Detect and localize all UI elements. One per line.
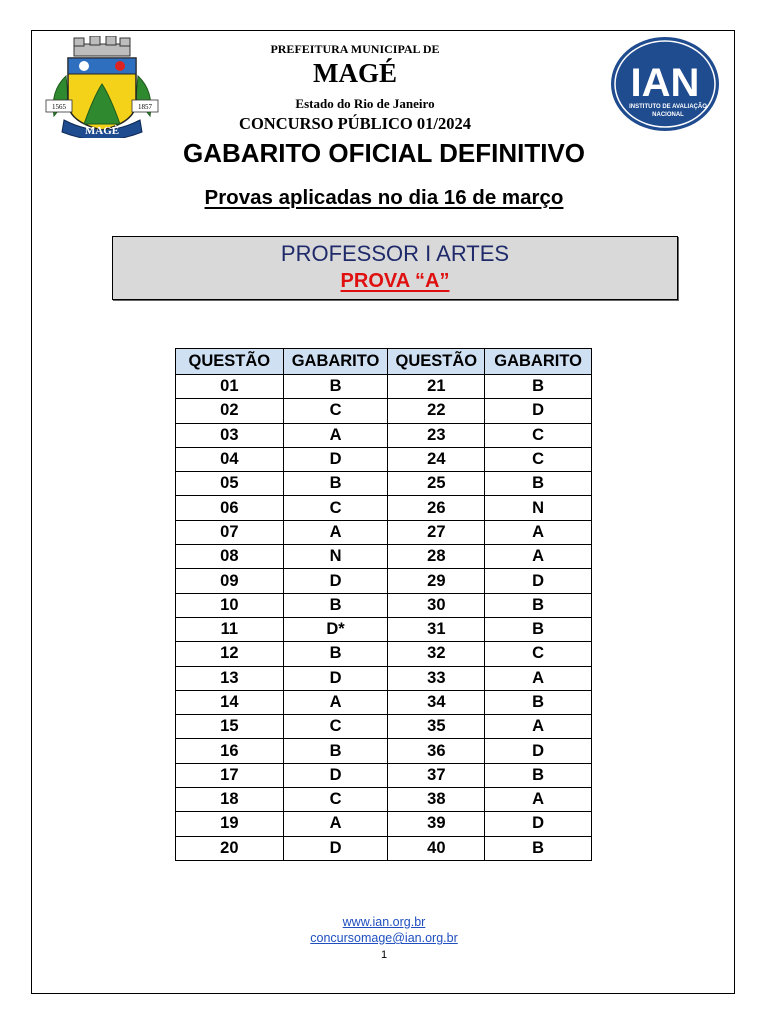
question-number-cell: 14 bbox=[176, 690, 284, 714]
answer-cell: B bbox=[485, 836, 592, 860]
role-exam bbox=[113, 270, 677, 293]
header-questao-1: QUESTÃO bbox=[176, 349, 284, 375]
answer-cell: B bbox=[283, 472, 388, 496]
answer-cell: B bbox=[485, 617, 592, 641]
table-row bbox=[176, 496, 592, 520]
question-number-cell: 04 bbox=[176, 447, 284, 471]
answer-cell: B bbox=[485, 472, 592, 496]
page-title: GABARITO OFICIAL DEFINITIVO bbox=[182, 138, 586, 168]
question-number-cell: 17 bbox=[176, 763, 284, 787]
answer-cell: A bbox=[485, 715, 592, 739]
answer-cell: C bbox=[283, 496, 388, 520]
question-number-cell: 09 bbox=[176, 569, 284, 593]
table-row bbox=[176, 642, 592, 666]
answer-cell: D* bbox=[283, 617, 388, 641]
table-header-row bbox=[176, 349, 592, 375]
table-row bbox=[176, 666, 592, 690]
header-gabarito-1: GABARITO bbox=[283, 349, 388, 375]
answer-cell: B bbox=[283, 593, 388, 617]
question-number-cell: 07 bbox=[176, 520, 284, 544]
table-row bbox=[176, 593, 592, 617]
table-row bbox=[176, 617, 592, 641]
answer-cell: N bbox=[283, 545, 388, 569]
answer-cell: B bbox=[485, 690, 592, 714]
question-number-cell: 24 bbox=[388, 447, 485, 471]
question-number-cell: 30 bbox=[388, 593, 485, 617]
header-questao-2: QUESTÃO bbox=[388, 349, 485, 375]
question-number-cell: 19 bbox=[176, 812, 284, 836]
question-number-cell: 18 bbox=[176, 788, 284, 812]
question-number-cell: 26 bbox=[388, 496, 485, 520]
footer-site-link[interactable]: www.ian.org.br bbox=[342, 915, 426, 929]
question-number-cell: 15 bbox=[176, 715, 284, 739]
question-number-cell: 31 bbox=[388, 617, 485, 641]
question-number-cell: 13 bbox=[176, 666, 284, 690]
question-number-cell: 37 bbox=[388, 763, 485, 787]
question-number-cell: 11 bbox=[176, 617, 284, 641]
table-row bbox=[176, 520, 592, 544]
answer-cell: C bbox=[283, 399, 388, 423]
answer-cell: B bbox=[283, 739, 388, 763]
question-number-cell: 16 bbox=[176, 739, 284, 763]
question-number-cell: 02 bbox=[176, 399, 284, 423]
answer-cell: B bbox=[283, 375, 388, 399]
table-row bbox=[176, 472, 592, 496]
role-box bbox=[112, 236, 678, 300]
ian-logo-line1: INSTITUTO DE AVALIAÇÃO bbox=[629, 104, 707, 110]
question-number-cell: 33 bbox=[388, 666, 485, 690]
table-row bbox=[176, 375, 592, 399]
answer-cell: A bbox=[485, 520, 592, 544]
header-state: Estado do Rio de Janeiro bbox=[295, 96, 435, 111]
answer-cell: C bbox=[283, 788, 388, 812]
header-prefeitura: PREFEITURA MUNICIPAL DE bbox=[270, 42, 440, 56]
question-number-cell: 03 bbox=[176, 423, 284, 447]
answer-rows bbox=[176, 375, 592, 861]
answer-cell: B bbox=[485, 593, 592, 617]
question-number-cell: 22 bbox=[388, 399, 485, 423]
question-number-cell: 29 bbox=[388, 569, 485, 593]
answer-cell: C bbox=[485, 423, 592, 447]
question-number-cell: 35 bbox=[388, 715, 485, 739]
question-number-cell: 23 bbox=[388, 423, 485, 447]
answer-cell: A bbox=[283, 520, 388, 544]
answer-cell: D bbox=[485, 739, 592, 763]
mage-crest-icon bbox=[44, 36, 160, 138]
table-row bbox=[176, 788, 592, 812]
question-number-cell: 38 bbox=[388, 788, 485, 812]
ian-logo-line2: NACIONAL bbox=[652, 112, 684, 118]
answer-cell: D bbox=[283, 836, 388, 860]
question-number-cell: 12 bbox=[176, 642, 284, 666]
question-number-cell: 32 bbox=[388, 642, 485, 666]
question-number-cell: 20 bbox=[176, 836, 284, 860]
role-title: PROFESSOR I ARTES bbox=[280, 241, 510, 266]
answer-cell: D bbox=[283, 666, 388, 690]
answer-cell: B bbox=[485, 375, 592, 399]
page-subtitle-text: Provas aplicadas no dia 16 de março bbox=[204, 186, 564, 209]
table-row bbox=[176, 763, 592, 787]
table-row bbox=[176, 399, 592, 423]
question-number-cell: 06 bbox=[176, 496, 284, 520]
answer-cell: C bbox=[485, 642, 592, 666]
table-row bbox=[176, 739, 592, 763]
question-number-cell: 10 bbox=[176, 593, 284, 617]
question-number-cell: 08 bbox=[176, 545, 284, 569]
table-row bbox=[176, 715, 592, 739]
answer-cell: D bbox=[283, 569, 388, 593]
answer-cell: C bbox=[283, 715, 388, 739]
crest-year-left: 1565 bbox=[52, 103, 66, 111]
answer-key-table bbox=[175, 348, 592, 861]
table-row bbox=[176, 545, 592, 569]
crest-name-banner: MAGÉ bbox=[84, 125, 120, 137]
page-subtitle bbox=[0, 186, 768, 210]
answer-cell: D bbox=[283, 763, 388, 787]
answer-cell: D bbox=[485, 569, 592, 593]
answer-cell: D bbox=[485, 812, 592, 836]
page-number: 1 bbox=[380, 949, 388, 961]
answer-cell: C bbox=[485, 447, 592, 471]
answer-cell: B bbox=[485, 763, 592, 787]
table-row bbox=[176, 447, 592, 471]
header-concurso: CONCURSO PÚBLICO 01/2024 bbox=[239, 114, 471, 133]
ian-logo-letters: IAN bbox=[630, 61, 700, 105]
question-number-cell: 40 bbox=[388, 836, 485, 860]
answer-cell: A bbox=[485, 788, 592, 812]
question-number-cell: 36 bbox=[388, 739, 485, 763]
question-number-cell: 27 bbox=[388, 520, 485, 544]
answer-cell: A bbox=[283, 690, 388, 714]
answer-cell: A bbox=[485, 666, 592, 690]
crest-year-right: 1857 bbox=[138, 103, 152, 111]
footer-site bbox=[0, 915, 768, 929]
header-gabarito-2: GABARITO bbox=[485, 349, 592, 375]
answer-cell: N bbox=[485, 496, 592, 520]
question-number-cell: 34 bbox=[388, 690, 485, 714]
question-number-cell: 05 bbox=[176, 472, 284, 496]
answer-cell: A bbox=[283, 812, 388, 836]
role-exam-text: PROVA “A” bbox=[340, 270, 450, 292]
question-number-cell: 01 bbox=[176, 375, 284, 399]
question-number-cell: 21 bbox=[388, 375, 485, 399]
question-number-cell: 39 bbox=[388, 812, 485, 836]
answer-cell: B bbox=[283, 642, 388, 666]
table-row bbox=[176, 423, 592, 447]
answer-cell: A bbox=[283, 423, 388, 447]
header-city: MAGÉ bbox=[313, 58, 397, 88]
answer-cell: A bbox=[485, 545, 592, 569]
question-number-cell: 28 bbox=[388, 545, 485, 569]
answer-cell: D bbox=[283, 447, 388, 471]
table-row bbox=[176, 569, 592, 593]
footer-email bbox=[0, 931, 768, 945]
table-row bbox=[176, 812, 592, 836]
answer-cell: D bbox=[485, 399, 592, 423]
table-row bbox=[176, 690, 592, 714]
table-row bbox=[176, 836, 592, 860]
question-number-cell: 25 bbox=[388, 472, 485, 496]
footer-email-link[interactable]: concursomage@ian.org.br bbox=[310, 931, 458, 945]
ian-logo-icon bbox=[610, 36, 720, 132]
